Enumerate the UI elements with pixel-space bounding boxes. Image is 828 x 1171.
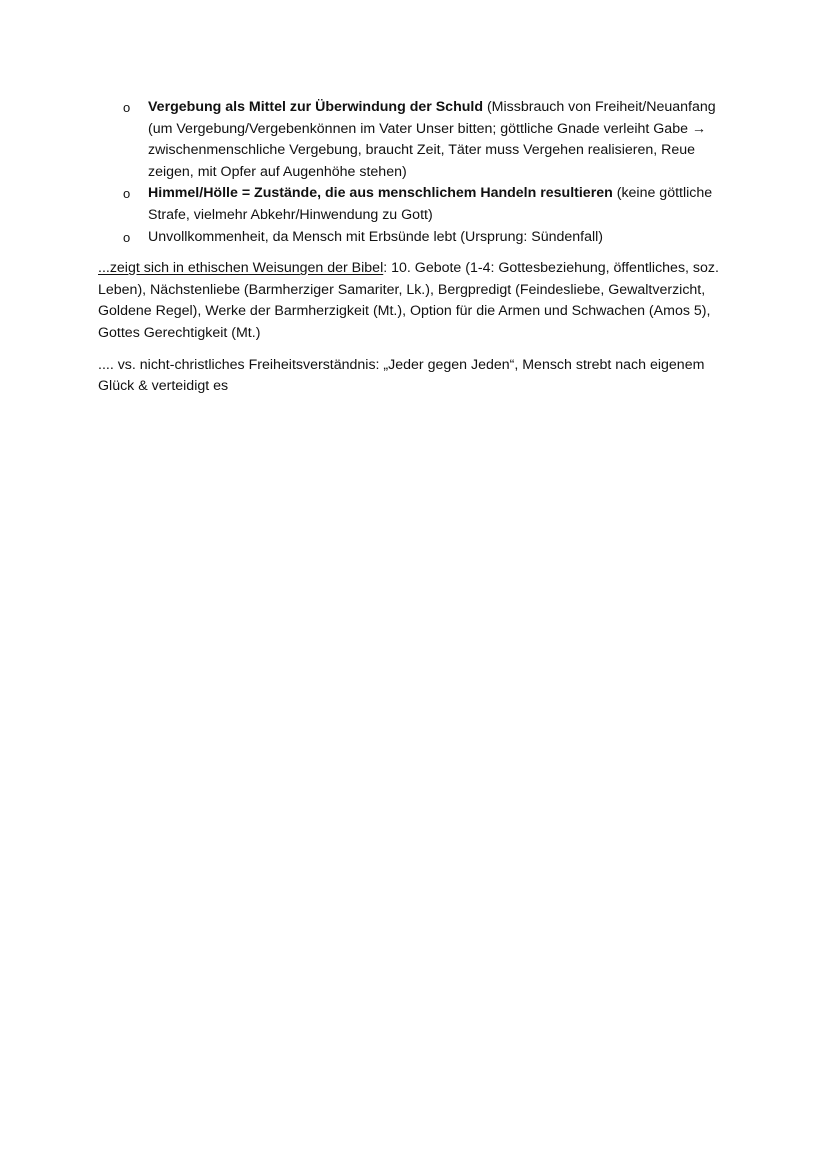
- list-item-bold: Himmel/Hölle = Zustände, die aus menschlichem Handeln resultieren: [148, 185, 613, 202]
- list-item-text: (Missbrauch von Freiheit/Neuanfang (um Vergebung/Vergebenkönnen im Vater Unser bitten; göttliche Gnade verleiht Gabe → zwischenmenschliche Vergebung, braucht Zeit, Täter muss Vergehen realisieren, Reue zeigen, mit Opfer auf Augenhöhe stehen): [148, 99, 716, 180]
- paragraph-ethical-guidelines: [98, 258, 738, 344]
- list-item: [98, 183, 738, 226]
- list-item-bold: Vergebung als Mittel zur Überwindung der Schuld: [148, 99, 484, 115]
- paragraph-non-christian-freedom: [98, 355, 738, 398]
- bullet-marker: o: [123, 229, 131, 245]
- paragraph-text: .... vs. nicht-christliches Freiheitsverständnis: „Jeder gegen Jeden“, Mensch strebt nach eigenem Glück & verteidigt es: [98, 356, 705, 395]
- bullet-list: [98, 97, 738, 248]
- list-item: [98, 97, 738, 183]
- bullet-marker: o: [123, 186, 131, 202]
- underlined-lead: ...zeigt sich in ethischen Weisungen der Bibel: [98, 260, 384, 277]
- paragraph-text: : 10. Gebote (1-4: Gottesbeziehung, öffentliches, soz. Leben), Nächstenliebe (Barmherziger Samariter, Lk.), Bergpredigt (Feindesliebe, Gewaltverzicht, Goldene Regel), Werke der Barmherzigkeit (Mt.), Option für die Armen und Schwachen (Amos 5), Gottes Gerechtigkeit (Mt.): [98, 260, 719, 341]
- list-item-text: Unvollkommenheit, da Mensch mit Erbsünde lebt (Ursprung: Sündenfall): [148, 228, 604, 245]
- list-item-text: (keine göttliche Strafe, vielmehr Abkehr/Hinwendung zu Gott): [148, 185, 713, 223]
- bullet-marker: o: [123, 100, 131, 115]
- document-body: [98, 97, 738, 398]
- list-item: [98, 227, 738, 249]
